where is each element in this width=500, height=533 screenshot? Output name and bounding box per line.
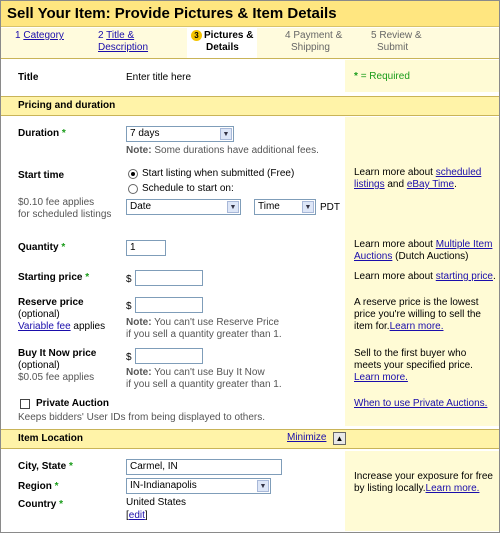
location-learn-more-link[interactable]: Learn more.	[425, 483, 480, 494]
chevron-down-icon: ▼	[220, 128, 232, 140]
starting-price-input[interactable]	[135, 270, 203, 286]
scheduled-listings-link[interactable]: scheduled	[435, 167, 482, 178]
variable-fee-link[interactable]: Variable fee	[18, 321, 71, 332]
title-placeholder[interactable]: Enter title here	[126, 72, 192, 83]
scheduled-listings-link-2[interactable]: listings	[354, 179, 385, 190]
edit-country-link[interactable]: edit	[128, 510, 145, 521]
step-4: 4 Payment & Shipping	[285, 30, 343, 53]
chevron-down-icon: ▼	[257, 480, 269, 492]
ebay-time-link[interactable]: eBay Time	[406, 179, 455, 190]
country-edit: [edit]	[126, 510, 148, 521]
reserve-price-label: Reserve price	[18, 297, 84, 308]
bin-optional: (optional)	[18, 360, 60, 371]
quantity-help: Learn more about Multiple Item Auctions (Dutch Auctions)	[354, 239, 493, 262]
reserve-fee: Variable fee applies	[18, 321, 106, 332]
multiple-item-auctions-link[interactable]: Multiple Item	[435, 239, 493, 250]
scheduled-help: Learn more about scheduled listings and eBay Time.	[354, 167, 482, 190]
bin-fee: $0.05 fee applies	[18, 372, 95, 383]
private-auction-label: Private Auction	[36, 398, 109, 409]
step-3-current: 3 Pictures & Details	[187, 28, 257, 58]
city-state-label: City, State *	[18, 461, 73, 472]
multiple-item-auctions-link-2[interactable]: Auctions	[354, 251, 393, 262]
time-select[interactable]: Time ▼	[254, 199, 316, 215]
date-select[interactable]: Date ▼	[126, 199, 241, 215]
reserve-currency: $	[126, 301, 132, 312]
start-fee-note: $0.10 fee applies for scheduled listings	[18, 197, 112, 220]
duration-note: Note: Some durations have additional fees.	[126, 145, 319, 156]
reserve-price-input[interactable]	[135, 297, 203, 313]
step-title-description-link-2[interactable]: Description	[98, 42, 149, 53]
page-header	[1, 1, 499, 27]
region-label: Region *	[18, 481, 59, 492]
region-select[interactable]: IN-Indianapolis ▼	[126, 478, 271, 494]
starting-currency: $	[126, 274, 132, 285]
starting-price-label: Starting price *	[18, 272, 90, 283]
country-value: United States	[126, 497, 187, 508]
required-legend: * = Required	[354, 71, 410, 82]
step-category-link[interactable]: Category	[23, 30, 64, 41]
start-time-label: Start time	[18, 170, 65, 181]
page-title: Sell Your Item: Provide Pictures & Item Details	[7, 5, 337, 22]
pricing-section-header: Pricing and duration	[1, 96, 499, 116]
private-auction-desc: Keeps bidders' User IDs from being displayed to others.	[18, 412, 266, 423]
timezone-label: PDT	[320, 202, 340, 213]
step-1[interactable]: 1 Category	[15, 30, 64, 41]
schedule-radio[interactable]	[128, 184, 138, 194]
minimize-link[interactable]: Minimize	[287, 432, 327, 443]
bin-note: Note: You can't use Buy It Now if you sell a quantity greater than 1.	[126, 367, 282, 390]
collapse-icon[interactable]: ▲	[333, 432, 346, 445]
private-auction-help	[354, 398, 487, 410]
item-location-section-header: Item Location	[1, 429, 499, 449]
bin-learn-more-link[interactable]: Learn more.	[354, 372, 408, 383]
step-5: 5 Review & Submit	[371, 30, 422, 53]
private-auctions-link[interactable]: When to use Private Auctions.	[354, 398, 488, 409]
reserve-optional: (optional)	[18, 309, 60, 320]
buy-it-now-label: Buy It Now price	[18, 348, 97, 359]
location-help: Increase your exposure for free by listing locally.Learn more.	[354, 471, 493, 494]
step-title-description-link[interactable]: Title &	[106, 30, 135, 41]
chevron-down-icon: ▼	[302, 201, 314, 213]
private-auction-checkbox[interactable]	[20, 399, 30, 409]
bin-currency: $	[126, 352, 132, 363]
start-now-radio[interactable]	[128, 169, 138, 179]
schedule-label: Schedule to start on:	[142, 183, 234, 194]
step-progress-bar	[1, 28, 499, 59]
chevron-down-icon: ▼	[227, 201, 239, 213]
quantity-label: Quantity *	[18, 242, 66, 253]
city-state-input[interactable]: Carmel, IN	[126, 459, 282, 475]
country-label: Country *	[18, 499, 64, 510]
bin-help: Sell to the first buyer who meets your specified price. Learn more.	[354, 348, 473, 383]
reserve-help: A reserve price is the lowest price you're willing to sell the item for.Learn more.	[354, 297, 481, 332]
start-now-label: Start listing when submitted (Free)	[142, 168, 295, 179]
quantity-input[interactable]: 1	[126, 240, 166, 256]
buy-it-now-input[interactable]	[135, 348, 203, 364]
starting-price-help: Learn more about starting price.	[354, 271, 496, 282]
starting-price-link[interactable]: starting price	[435, 271, 493, 282]
duration-select[interactable]: 7 days ▼	[126, 126, 234, 142]
duration-label: Duration *	[18, 128, 66, 139]
title-label: Title	[18, 72, 39, 83]
reserve-note: Note: You can't use Reserve Price if you sell a quantity greater than 1.	[126, 317, 282, 340]
step-2[interactable]: 2 Title & Description	[98, 30, 149, 53]
reserve-learn-more-link[interactable]: Learn more.	[389, 321, 444, 332]
